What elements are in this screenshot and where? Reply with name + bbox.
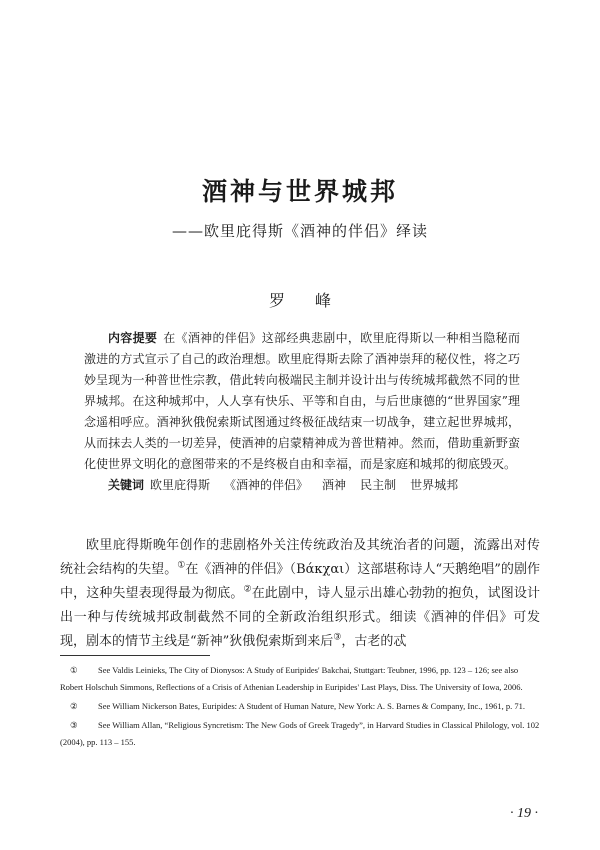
body-segment: ，古老的忒 (341, 634, 407, 649)
footnote-number: ② (70, 701, 78, 711)
abstract-paragraph (84, 328, 520, 475)
keyword: 民主制 (360, 478, 397, 492)
footnotes-section (60, 662, 540, 753)
footnote (60, 662, 540, 696)
footnote-number: ③ (70, 720, 78, 730)
footnote-text: See William Nickerson Bates, Euripides: A Student of Human Nature, New York: A. S. Barnes & Company, Inc., 1961, p. 71. (98, 701, 525, 711)
author-name: 罗峰 (268, 291, 361, 310)
keywords-label: 关键词 (108, 478, 145, 492)
keywords-line (84, 475, 520, 496)
body-segment: 欧里庇得斯晚年创作的悲剧格外关注传统政治及其统治者的问题，流露出对传统社会结构的失望。 (60, 538, 540, 577)
footnote-text: See Valdis Leinieks, The City of Dionysos: A Study of Euripides' Bakchai, Stuttgart: Teubner, 1996, pp. 123 – 126; see also Robert Holschuh Simmons, Reflections of a Crisis of Athenian Leadership in Euripides' Last Plays, Diss. The University of Iowa, 2006. (60, 665, 523, 692)
keyword: 欧里庇得斯 (150, 478, 211, 492)
abstract-label: 内容提要 (108, 331, 158, 345)
body-paragraph (60, 534, 540, 654)
keyword: 酒神 (322, 478, 347, 492)
footnote-ref-3[interactable]: ③ (333, 632, 342, 643)
page-number: · 19 · (510, 806, 538, 821)
footnote-divider (60, 655, 210, 656)
keyword: 世界城邦 (410, 478, 459, 492)
footnote (60, 698, 540, 715)
abstract-text: 在《酒神的伴侣》这部经典悲剧中，欧里庇得斯以一种相当隐秘而激进的方式宣示了自己的政治理想。欧里庇得斯去除了酒神崇拜的秘仪性，将之巧妙呈现为一种普世性宗教，借此转向极端民主制并设计出与传统城邦截然不同的世界城邦。在这种城邦中，人人享有快乐、平等和自由，与后世康德的“世界国家”理念遥相呼应。酒神狄俄倪索斯试图通过终极征战结束一切战争，建立起世界城邦，从而抹去人类的一切差异，使酒神的启蒙精神成为普世精神。然而，借助重新野蛮化使世界文明化的意图带来的不是终极自由和幸福，而是家庭和城邦的彻底毁灭。 (84, 331, 520, 471)
footnote-ref-1[interactable]: ① (177, 560, 186, 571)
abstract-section (84, 328, 520, 496)
body-segment: 在《酒神的伴侣》（Βάκχαι）这部堪称诗人“天鹅绝唱”的剧作中，这种失望表现得最为彻底。 (60, 562, 540, 601)
footnote-text: See William Allan, “Religious Syncretism: The New Gods of Greek Tragedy”, in Harvard Studies in Classical Philology, vol. 102 (2004), pp. 113 – 155. (60, 720, 540, 747)
keyword: 《酒神的伴侣》 (224, 478, 309, 492)
body-segment: 在此剧中，诗人显示出雄心勃勃的抱负，试图设计出一种与传统城邦政制截然不同的全新政治组织形式。细读《酒神的伴侣》可发现，剧本的情节主线是“新神”狄俄倪索斯到来后 (60, 586, 540, 649)
footnote-number: ① (70, 665, 78, 675)
footnote (60, 717, 540, 751)
article-title: 酒神与世界城邦 (201, 177, 398, 206)
body-text (60, 534, 540, 654)
article-subtitle: ——欧里庇得斯《酒神的伴侣》绎读 (171, 222, 428, 240)
footnote-ref-2[interactable]: ② (243, 584, 252, 595)
